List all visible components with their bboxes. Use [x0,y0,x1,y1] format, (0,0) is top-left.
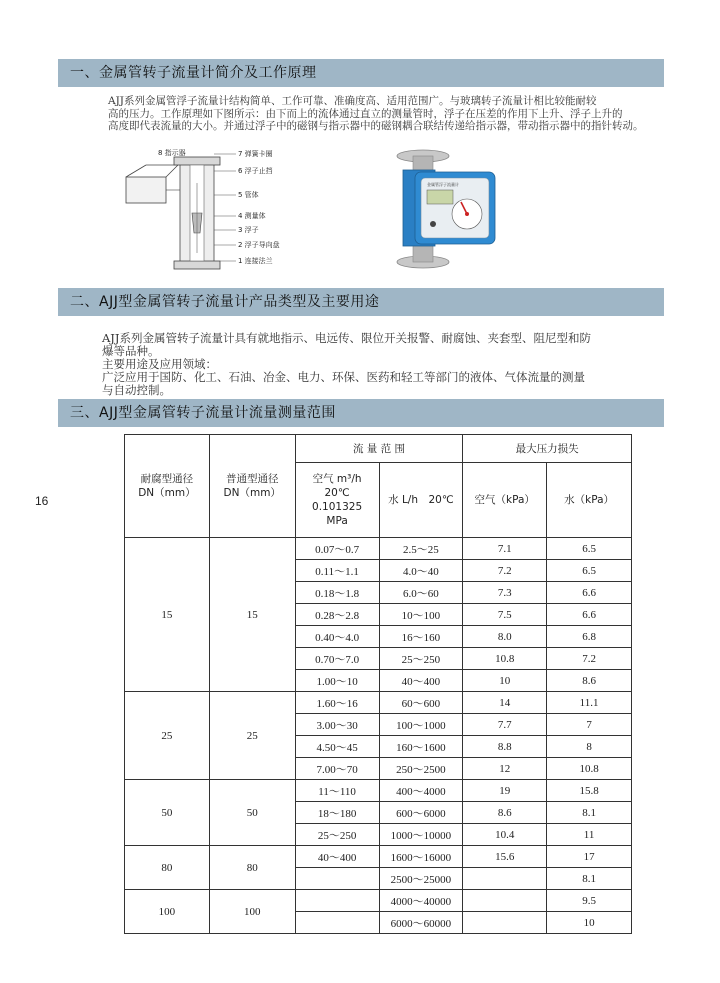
cell-air-kpa: 8.0 [463,626,547,648]
cell-air-flow: 0.40～4.0 [295,626,379,648]
label-float-guide: 2 浮子导向盘 [238,241,280,249]
cell-air-flow: 11～110 [295,780,379,802]
cell-water-flow: 10～100 [379,604,463,626]
cell-air-kpa [463,912,547,934]
cell-air-flow: 40～400 [295,846,379,868]
cell-water-kpa: 6.8 [547,626,632,648]
section1-line-3: 高度即代表流量的大小。并通过浮子中的磁钢与指示器中的磁钢耦合联结传递给指示器，带动指示器中的指针转动。 [108,120,644,132]
product-nameplate: 金属管浮子流量计 [427,182,459,187]
cell-water-kpa: 11 [547,824,632,846]
header-air-l4: MPa [326,515,348,527]
cell-air-kpa: 7.5 [463,604,547,626]
cell-water-kpa: 7 [547,714,632,736]
cell-water-kpa: 11.1 [547,692,632,714]
cell-dn-corrosion: 100 [125,890,210,934]
cell-water-flow: 60～600 [379,692,463,714]
section2-line-5: 与自动控制。 [102,383,171,397]
cell-water-flow: 4.0～40 [379,560,463,582]
table-row [125,538,632,560]
cell-air-kpa: 8.6 [463,802,547,824]
cell-air-kpa: 19 [463,780,547,802]
table-row [125,692,632,714]
header-water-flow: 水 L/h 20℃ [379,463,463,538]
cell-air-kpa: 10.8 [463,648,547,670]
cell-air-kpa: 10.4 [463,824,547,846]
cell-water-flow: 1600～16000 [379,846,463,868]
table-row [125,780,632,802]
header-air-l3: 0.101325 [312,501,363,513]
cell-dn-normal: 50 [209,780,295,846]
cell-water-kpa: 6.6 [547,604,632,626]
label-measuring-body: 4 测量体 [238,212,266,220]
cell-dn-normal: 80 [209,846,295,890]
flowmeter-product-photo [385,148,501,270]
cell-water-flow: 16～160 [379,626,463,648]
table-row [125,846,632,868]
cell-water-kpa: 6.6 [547,582,632,604]
cell-air-kpa: 12 [463,758,547,780]
label-flange: 1 连接法兰 [238,257,273,265]
cell-water-kpa: 7.2 [547,648,632,670]
cell-water-kpa: 8.1 [547,868,632,890]
cell-water-kpa: 6.5 [547,538,632,560]
cell-dn-corrosion: 80 [125,846,210,890]
cell-air-flow: 1.00～10 [295,670,379,692]
cell-water-flow: 25～250 [379,648,463,670]
cell-water-flow: 2500～25000 [379,868,463,890]
table-row [125,890,632,912]
cell-air-flow: 0.70～7.0 [295,648,379,670]
cell-air-flow: 7.00～70 [295,758,379,780]
cell-air-flow: 1.60～16 [295,692,379,714]
header-corrosion-dn [125,435,210,538]
cell-dn-normal: 100 [209,890,295,934]
cell-water-flow: 600～6000 [379,802,463,824]
section1-line-1: AJJ系列金属管浮子流量计结构简单、工作可靠、准确度高、适用范围广。与玻璃转子流量计相比较能耐较 [108,95,597,107]
cell-water-kpa: 9.5 [547,890,632,912]
cell-air-flow: 0.11～1.1 [295,560,379,582]
header-air-kpa: 空气（kPa） [463,463,547,538]
label-float-stop: 6 浮子止挡 [238,167,273,175]
cell-air-kpa: 7.7 [463,714,547,736]
cell-dn-normal: 15 [209,538,295,692]
cell-air-kpa: 7.3 [463,582,547,604]
cell-air-flow: 3.00～30 [295,714,379,736]
cell-dn-corrosion: 25 [125,692,210,780]
cell-water-kpa: 17 [547,846,632,868]
cell-water-flow: 4000～40000 [379,890,463,912]
section2-title: 二、AJJ型金属管转子流量计产品类型及主要用途 [58,288,664,316]
cell-air-flow: 4.50～45 [295,736,379,758]
cell-air-kpa: 7.1 [463,538,547,560]
header-normal-dn-l1: 普通型通径 [225,473,279,485]
cell-water-flow: 160～1600 [379,736,463,758]
section2-line-3: 主要用途及应用领域： [102,357,217,371]
header-air-flow [295,463,379,538]
page-number: 16 [35,494,49,508]
label-spring-ring: 7 弹簧卡圈 [238,150,273,158]
cell-water-flow: 1000～10000 [379,824,463,846]
cell-air-flow: 0.18～1.8 [295,582,379,604]
cell-water-flow: 250～2500 [379,758,463,780]
cell-water-kpa: 10 [547,912,632,934]
cell-water-kpa: 6.5 [547,560,632,582]
cell-water-flow: 6.0～60 [379,582,463,604]
cell-water-kpa: 10.8 [547,758,632,780]
cell-water-kpa: 8.1 [547,802,632,824]
header-normal-dn-l2: DN（mm） [223,487,281,499]
header-corrosion-dn-l2: DN（mm） [138,487,196,499]
cell-air-kpa: 8.8 [463,736,547,758]
cell-air-flow: 0.28～2.8 [295,604,379,626]
cell-dn-corrosion: 15 [125,538,210,692]
header-corrosion-dn-l1: 耐腐型通径 [140,473,194,485]
cell-air-kpa: 7.2 [463,560,547,582]
cell-air-kpa [463,890,547,912]
working-principle-diagram [118,143,308,275]
section3-title: 三、AJJ型金属管转子流量计流量测量范围 [58,399,664,427]
cell-dn-normal: 25 [209,692,295,780]
header-flow-range: 流 量 范 围 [295,435,463,463]
cell-air-flow: 18～180 [295,802,379,824]
header-air-l2: 20℃ [324,487,350,499]
cell-air-flow [295,912,379,934]
cell-water-flow: 100～1000 [379,714,463,736]
cell-air-kpa: 10 [463,670,547,692]
cell-air-flow: 25～250 [295,824,379,846]
section1-title: 一、金属管转子流量计简介及工作原理 [58,59,664,87]
cell-air-flow: 0.07～0.7 [295,538,379,560]
cell-water-kpa: 8.6 [547,670,632,692]
cell-water-flow: 2.5～25 [379,538,463,560]
section1-intro [108,95,664,133]
cell-air-kpa: 15.6 [463,846,547,868]
section2-body [102,332,664,397]
section2-line-1: AJJ系列金属管转子流量计具有就地指示、电远传、限位开关报警、耐腐蚀、夹套型、阻尼型和防 [102,331,592,345]
cell-air-kpa [463,868,547,890]
cell-water-flow: 40～400 [379,670,463,692]
label-indicator: 8 指示器 [158,149,186,157]
cell-dn-corrosion: 50 [125,780,210,846]
cell-water-flow: 400～4000 [379,780,463,802]
cell-water-kpa: 8 [547,736,632,758]
header-air-l1: 空气 m³/h [312,473,362,485]
label-tube-body: 5 管体 [238,191,259,199]
label-float: 3 浮子 [238,226,259,234]
header-water-kpa: 水（kPa） [547,463,632,538]
section2-line-4: 广泛应用于国防、化工、石油、冶金、电力、环保、医药和轻工等部门的液体、气体流量的测量 [102,370,585,384]
section1-line-2: 高的压力。工作原理如下图所示：由下而上的流体通过直立的测量管时，浮子在压差的作用下上升、浮子上升的 [108,107,623,120]
cell-air-flow [295,890,379,912]
header-normal-dn [209,435,295,538]
header-pressure-loss: 最大压力损失 [463,435,632,463]
cell-air-flow [295,868,379,890]
flow-range-table [124,434,632,934]
cell-air-kpa: 14 [463,692,547,714]
section2-line-2: 爆等品种。 [102,344,160,358]
cell-water-flow: 6000～60000 [379,912,463,934]
cell-water-kpa: 15.8 [547,780,632,802]
